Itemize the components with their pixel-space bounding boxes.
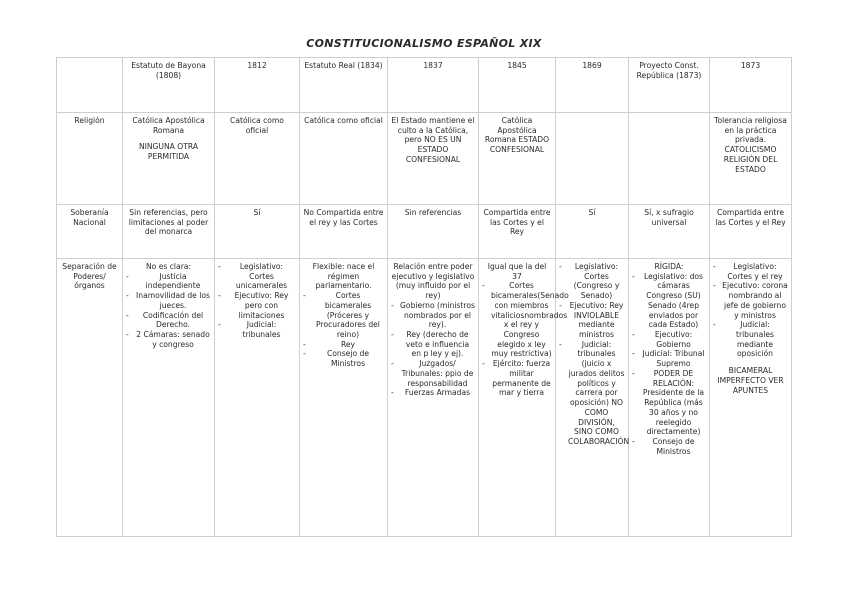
separacion-1845-intro: Igual que la del 37	[487, 262, 547, 281]
header-cell-1812: 1812	[215, 58, 300, 113]
separacion-1873-outro: BICAMERAL IMPERFECTO VER APUNTES	[717, 366, 784, 395]
religion-label: Religión	[57, 113, 123, 205]
separacion-1812-list	[218, 262, 296, 340]
soberania-1812: Sí	[215, 205, 300, 259]
separacion-1873	[710, 259, 792, 537]
soberania-1834: No Compartida entre el rey y las Cortes	[300, 205, 388, 259]
list-item: - Consejo de Ministros	[303, 349, 384, 368]
religion-1873: Tolerancia religiosa en la práctica privada. CATOLICISMO RELIGIÓN DEL ESTADO	[710, 113, 792, 205]
soberania-1837: Sin referencias	[388, 205, 479, 259]
list-item: - Codificación del Derecho.	[126, 311, 211, 330]
list-item: - Judicial: Tribunal Supremo	[632, 349, 706, 368]
list-item: - Ejército: fuerza militar permanente de mar y tierra	[482, 359, 552, 398]
list-item: - Inamovilidad de los jueces.	[126, 291, 211, 310]
separacion-1845-list	[482, 281, 569, 398]
list-item: - Cortes bicamerales (Próceres y Procuradores del reino)	[303, 291, 384, 340]
list-item: - Legislativo: Cortes y el rey	[713, 262, 788, 281]
separacion-proyecto-1873-list	[632, 272, 706, 457]
list-item: - Judicial: tribunales	[218, 320, 296, 339]
header-cell-1834: Estatuto Real (1834)	[300, 58, 388, 113]
separacion-bayona-list	[126, 272, 211, 350]
separacion-1869-list	[559, 262, 630, 447]
list-item: - Rey	[303, 340, 384, 350]
list-item: - Fuerzas Armadas	[391, 388, 475, 398]
header-row	[57, 58, 792, 113]
list-item: - Gobierno (ministros nombrados por el rey).	[391, 301, 475, 330]
separacion-1834-list	[303, 291, 384, 369]
header-cell-bayona: Estatuto de Bayona (1808)	[123, 58, 215, 113]
separacion-1873-list	[713, 262, 788, 359]
soberania-1873: Compartida entre las Cortes y el Rey	[710, 205, 792, 259]
header-cell-1837: 1837	[388, 58, 479, 113]
soberania-1869: Sí	[556, 205, 629, 259]
list-item: - Justicia independiente	[126, 272, 211, 291]
list-item: - Rey (derecho de veto e influencia en p ley y ej).	[391, 330, 475, 359]
religion-proyecto-1873	[629, 113, 710, 205]
list-item: - Ejecutivo: Rey INVIOLABLE mediante ministros	[559, 301, 625, 340]
constitution-table	[56, 57, 792, 537]
religion-1834: Católica como oficial	[300, 113, 388, 205]
separacion-1837-intro: Relación entre poder ejecutivo y legislativo (muy influido por el rey)	[391, 262, 475, 301]
religion-1812: Católica como oficial	[215, 113, 300, 205]
list-item: - Legislativo: Cortes (Congreso y Senado)	[559, 262, 625, 301]
list-item: - Cortes bicamerales(Senado con miembros vitaliciosnombrados x el rey y Congreso elegido x ley muy restrictiva)	[482, 281, 552, 359]
separacion-bayona-intro: No es clara:	[145, 262, 192, 271]
separacion-proyecto-1873-intro: RÍGIDA:	[654, 262, 684, 271]
separacion-1812	[215, 259, 300, 537]
document-title: CONSTITUCIONALISMO ESPAÑOL XIX	[306, 37, 542, 50]
separacion-1834	[300, 259, 388, 537]
religion-bayona-text: Católica Apostólica Romana	[132, 116, 205, 135]
separacion-1834-intro: Flexible: nace el régimen parlamentario.	[312, 262, 375, 291]
list-item: - Judicial: tribunales (juicio x jurados delitos políticos y carrera por oposición) NO COMO DIVISIÓN, SINO COMO COLABORACIÓN	[559, 340, 625, 447]
religion-1869	[556, 113, 629, 205]
header-cell-1845: 1845	[479, 58, 556, 113]
religion-1845: Católica Apostólica Romana ESTADO CONFESIONAL	[479, 113, 556, 205]
religion-bayona-note: NINGUNA OTRA PERMITIDA	[138, 142, 199, 162]
separacion-1837	[388, 259, 479, 537]
religion-bayona	[123, 113, 215, 205]
list-item: - 2 Cámaras: senado y congreso	[126, 330, 211, 349]
soberania-row	[57, 205, 792, 259]
soberania-bayona: Sin referencias, pero limitaciones al poder del monarca	[123, 205, 215, 259]
list-item: - Juzgados/ Tribunales: ppio de responsabilidad	[391, 359, 475, 388]
separacion-bayona	[123, 259, 215, 537]
header-cell-1869: 1869	[556, 58, 629, 113]
list-item: - Ejecutivo: Gobierno	[632, 330, 706, 349]
header-cell-1873: 1873	[710, 58, 792, 113]
list-item: - Ejecutivo: Rey pero con limitaciones	[218, 291, 296, 320]
separacion-1869	[556, 259, 629, 537]
religion-1837: El Estado mantiene el culto a la Católica, pero NO ES UN ESTADO CONFESIONAL	[388, 113, 479, 205]
religion-row	[57, 113, 792, 205]
list-item: - Judicial: tribunales mediante oposición	[713, 320, 788, 359]
separacion-1837-list	[391, 301, 475, 398]
separacion-1845	[479, 259, 569, 537]
soberania-proyecto-1873: Sí, x sufragio universal	[629, 205, 710, 259]
list-item: - Legislativo: dos cámaras Congreso (SU) Senado (4rep enviados por cada Estado)	[632, 272, 706, 330]
header-cell-empty	[57, 58, 123, 113]
separacion-label: Separación de Poderes/ órganos	[57, 259, 123, 537]
soberania-1845: Compartida entre las Cortes y el Rey	[479, 205, 556, 259]
soberania-label: Soberanía Nacional	[57, 205, 123, 259]
separacion-proyecto-1873	[629, 259, 710, 537]
header-cell-proyecto-1873: Proyecto Const. República (1873)	[629, 58, 710, 113]
list-item: - Consejo de Ministros	[632, 437, 706, 456]
separacion-row	[57, 259, 792, 537]
list-item: - PODER DE RELACIÓN: Presidente de la República (más 30 años y no reelegido directamente)	[632, 369, 706, 437]
list-item: - Ejecutivo: corona nombrando al jefe de gobierno y ministros	[713, 281, 788, 320]
list-item: - Legislativo: Cortes unicamerales	[218, 262, 296, 291]
